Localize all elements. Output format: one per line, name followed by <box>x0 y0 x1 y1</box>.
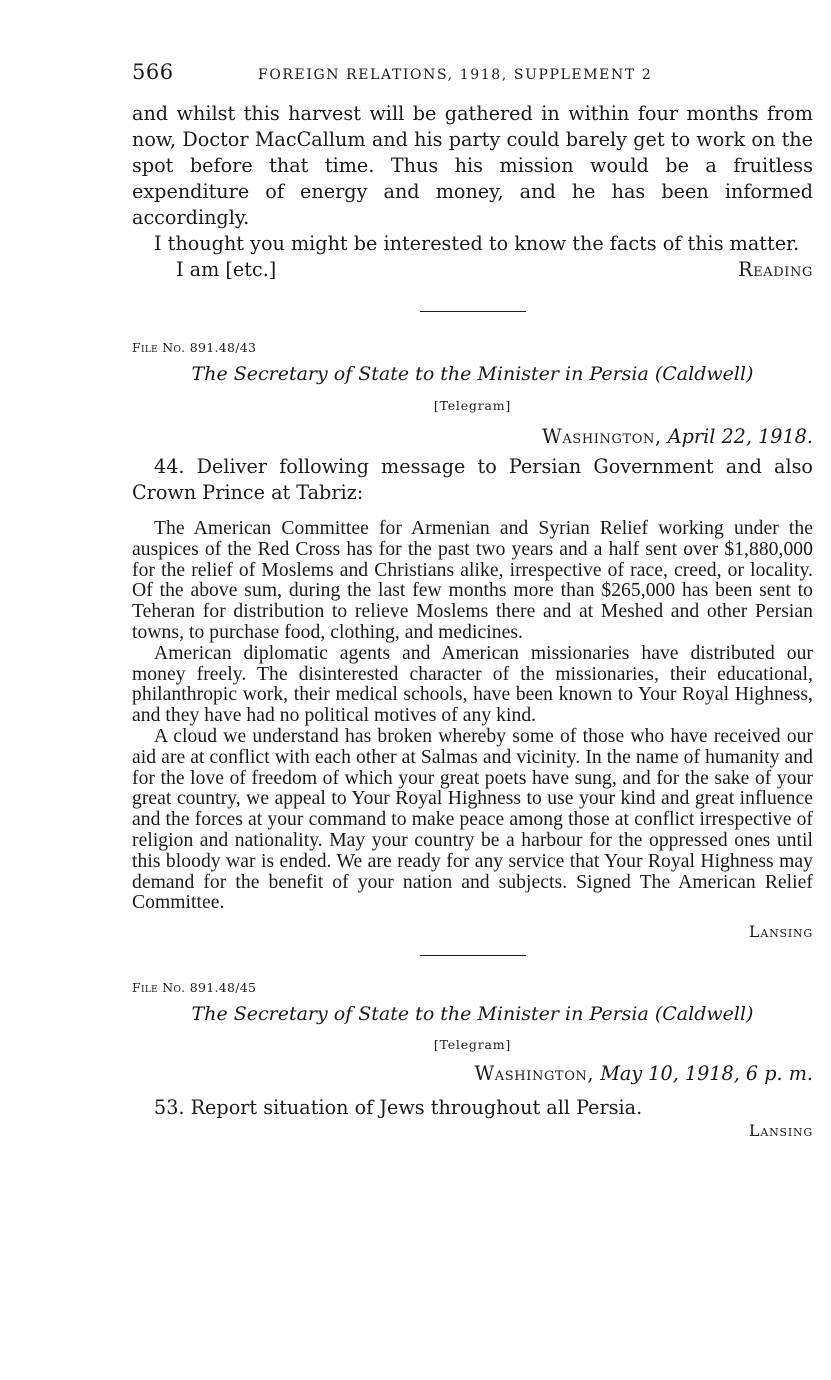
message-paragraph-2: American diplomatic agents and American missionaries have distributed our money freely. The disinterested character of the missionaries, their educational, philanthropic work, their medical schools, have been known to Your Royal Highness, and they have had no political motives of any kind. <box>132 642 813 727</box>
signature-reading: Reading <box>738 258 813 281</box>
dateline-date-2: May 10, 1918, 6 p. m. <box>600 1062 813 1086</box>
instruction-paragraph: 44. Deliver following message to Persian Government and also Crown Prince at Tabriz: <box>132 455 813 504</box>
file-number-2: File No. 891.48/45 <box>132 980 257 996</box>
telegram-label: [Telegram] <box>433 398 512 413</box>
document-title-2: The Secretary of State to the Minister in Persia (Caldwell) <box>191 1003 754 1026</box>
continuation-paragraph: and whilst this harvest will be gathered in within four months from now, Doctor MacCallum and his party could barely get to work on the spot before that time. Thus his mission would be a fruitless expenditure of energy and money, and he has been informed accordingly. <box>132 102 813 229</box>
dateline-place: Washington, <box>542 425 662 448</box>
dateline-2 <box>132 1062 813 1085</box>
page-number: 566 <box>132 60 174 84</box>
closing-text: I am [etc.] <box>176 258 277 281</box>
closing-row <box>132 257 813 283</box>
signature-lansing: Lansing <box>748 922 813 942</box>
continuation-paragraph-2: I thought you might be interested to know the facts of this matter. <box>154 232 800 255</box>
document-page <box>132 60 813 1140</box>
message-paragraph-3: A cloud we understand has broken whereby some of those who have received our aid are at conflict with each other at Salmas and vicinity. In the name of humanity and for the love of freedom of which your great poets have sung, and for the sake of your great country, we appeal to Your Royal Highness to use your kind and great influence and the forces at your command to make peace among those at conflict irrespective of religion and nationality. May your country be a harbour for the oppressed ones until this bloody war is ended. We are ready for any service that Your Royal Highness may demand for the benefit of your nation and subjects. Signed The American Relief Committee. <box>132 725 813 914</box>
page-header <box>132 60 813 94</box>
running-title: FOREIGN RELATIONS, 1918, SUPPLEMENT 2 <box>258 67 653 83</box>
dateline-place-2: Washington, <box>474 1062 595 1086</box>
section-divider-2 <box>420 955 526 956</box>
telegram-message <box>132 519 813 914</box>
document-title: The Secretary of State to the Minister in Persia (Caldwell) <box>191 363 754 385</box>
message-paragraph-1: The American Committee for Armenian and Syrian Relief working under the auspices of the Red Cross has for the past two years and a half sent over $1,880,000 for the relief of Moslems and Christians alike, irrespective of race, creed, or locality. Of the above sum, during the last few months more than $265,000 has been sent to Teheran for distribution to relieve Moslems there and at Meshed and other Persian towns, to purchase food, clothing, and medicines. <box>132 518 813 643</box>
signature-lansing-2: Lansing <box>748 1121 813 1141</box>
dateline <box>132 425 813 448</box>
instruction-paragraph-2: 53. Report situation of Jews throughout all Persia. <box>154 1096 643 1120</box>
dateline-date: April 22, 1918. <box>667 425 813 448</box>
telegram-label-2: [Telegram] <box>433 1037 512 1053</box>
section-divider <box>420 311 526 312</box>
file-number: File No. 891.48/43 <box>132 340 257 355</box>
